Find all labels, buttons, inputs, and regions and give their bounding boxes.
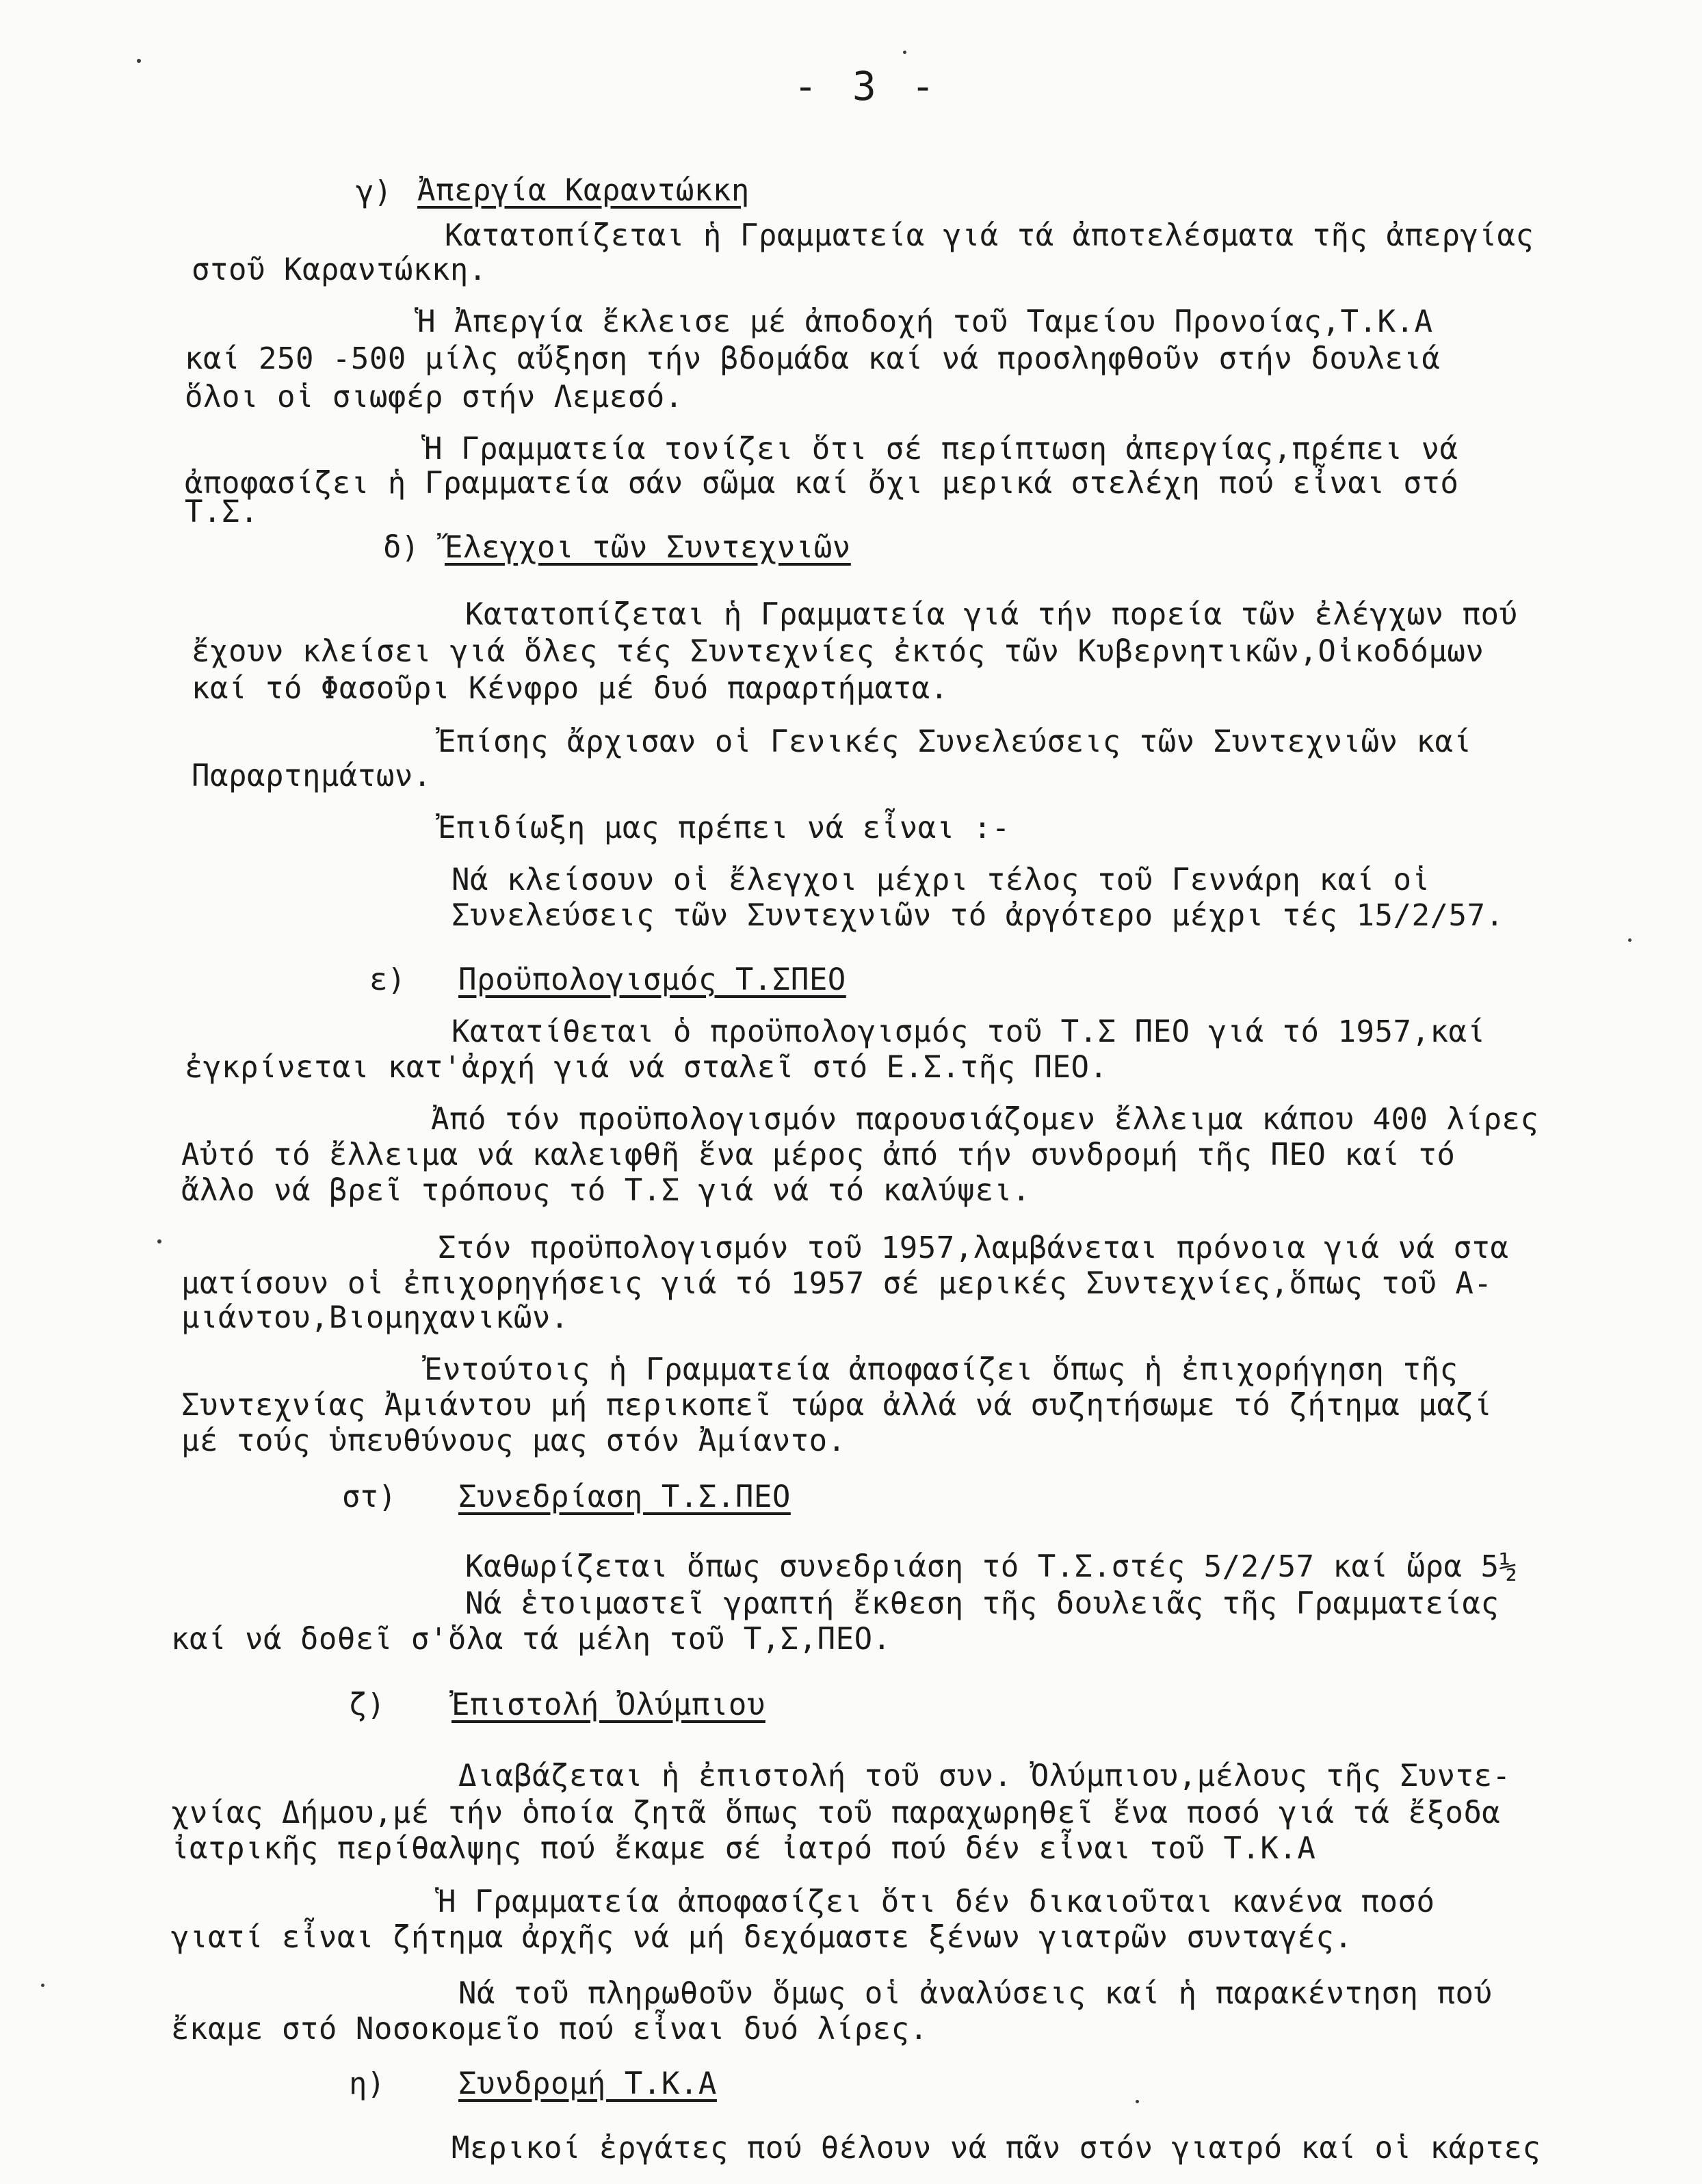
scan-speck — [137, 59, 141, 63]
scan-speck — [157, 1239, 161, 1244]
scan-speck — [903, 51, 906, 54]
text-line: καί νά δοθεῖ σ'ὅλα τά μέλη τοῦ Τ,Σ,ΠΕΟ. — [171, 1622, 891, 1657]
scan-speck — [1628, 938, 1632, 942]
text-line: Αὐτό τό ἔλλειμα νά καλειφθῆ ἕνα μέρος ἀπό τήν συνδρομή τῆς ΠΕΟ καί τό — [181, 1137, 1456, 1172]
text-line: ἀποφασίζει ἡ Γραμματεία σάν σῶμα καί ὄχι μερικά στελέχη πού εἶναι στό — [185, 466, 1459, 501]
text-line: ἰατρικῆς περίθαλψης πού ἔκαμε σέ ἰατρό πού δέν εἶναι τοῦ Τ.Κ.Α — [171, 1831, 1316, 1866]
text-line: Συνελεύσεις τῶν Συντεχνιῶν τό ἀργότερο μέχρι τές 15/2/57. — [451, 898, 1504, 933]
text-line: Παραρτημάτων. — [192, 759, 432, 793]
section-heading: Ἀπεργία Καραντώκκη — [417, 173, 750, 208]
section-heading: Συνδρομή Τ.Κ.Α — [458, 2066, 717, 2101]
text-line: Κατατοπίζεται ἡ Γραμματεία γιά τά ἀποτελέσματα τῆς ἀπεργίας — [445, 218, 1534, 253]
text-line: μέ τούς ὑπευθύνους μας στόν Ἀμίαντο. — [181, 1423, 846, 1458]
section-heading: Συνεδρίαση Τ.Σ.ΠΕΟ — [458, 1479, 791, 1514]
text-line: μιάντου,Βιομηχανικῶν. — [181, 1300, 569, 1335]
section-label: ε) — [369, 962, 406, 997]
section-label: γ) — [356, 174, 392, 209]
page-number: - 3 - — [794, 63, 941, 109]
text-line: Συντεχνίας Ἀμιάντου μή περικοπεῖ τώρα ἀλλά νά συζητήσωμε τό ζήτημα μαζί — [181, 1388, 1493, 1423]
text-line: ὅλοι οἱ σιωφέρ στήν Λεμεσό. — [185, 380, 683, 415]
text-line: Νά τοῦ πληρωθοῦν ὅμως οἱ ἀναλύσεις καί ἡ παρακέντηση πού — [458, 1976, 1493, 2011]
scan-speck — [41, 1984, 44, 1987]
text-line: ματίσουν οἱ ἐπιχορηγήσεις γιά τό 1957 σέ μερικές Συντεχνίες,ὅπως τοῦ Α- — [181, 1266, 1493, 1301]
text-line: Διαβάζεται ἡ ἐπιστολή τοῦ συν. Ὀλύμπιου,μέλους τῆς Συντε- — [458, 1759, 1511, 1793]
text-line: Νά κλείσουν οἱ ἔλεγχοι μέχρι τέλος τοῦ Γεννάρη καί οἱ — [451, 863, 1430, 897]
text-line: Ἐντούτοις ἡ Γραμματεία ἀποφασίζει ὅπως ἡ ἐπιχορήγηση τῆς — [424, 1352, 1458, 1387]
text-line: Νά ἑτοιμαστεῖ γραπτή ἔκθεση τῆς δουλειᾶς τῆς Γραμματείας — [465, 1586, 1500, 1621]
text-line: γιατί εἶναι ζήτημα ἀρχῆς νά μή δεχόμαστε ξένων γιατρῶν συνταγές. — [171, 1920, 1353, 1955]
text-line: ἔχουν κλείσει γιά ὅλες τές Συντεχνίες ἐκτός τῶν Κυβερνητικῶν,Οἰκοδόμων — [192, 634, 1484, 669]
text-line: Κατατίθεται ὁ προϋπολογισμός τοῦ Τ.Σ ΠΕΟ γιά τό 1957,καί — [451, 1014, 1486, 1049]
section-heading: Ἐπιστολή Ὀλύμπιου — [451, 1687, 765, 1722]
text-line: Καθωρίζεται ὅπως συνεδριάση τό Τ.Σ.στές 5/2/57 καί ὥρα 5½ — [465, 1549, 1518, 1584]
scan-speck — [1136, 2100, 1139, 2103]
text-line: Ἐπιδίωξη μας πρέπει νά εἶναι :- — [438, 811, 1010, 845]
section-label: ζ) — [349, 1687, 385, 1722]
text-line: Μερικοί ἐργάτες πού θέλουν νά πᾶν στόν γιατρό καί οἱ κάρτες — [451, 2131, 1541, 2166]
text-line: ἔκαμε στό Νοσοκομεῖο πού εἶναι δυό λίρες. — [171, 2012, 928, 2047]
section-label: στ) — [342, 1479, 397, 1514]
section-label: η) — [349, 2066, 385, 2101]
text-line: καί τό Φασοῦρι Κένφρο μέ δυό παραρτήματα. — [192, 671, 949, 706]
text-line: χνίας Δήμου,μέ τήν ὁποία ζητᾶ ὅπως τοῦ παραχωρηθεῖ ἕνα ποσό γιά τά ἔξοδα — [171, 1795, 1501, 1830]
text-line: ἄλλο νά βρεῖ τρόπους τό Τ.Σ γιά νά τό καλύψει. — [181, 1173, 1031, 1208]
text-line: καί 250 -500 μίλς αὔξηση τήν βδομάδα καί νά προσληφθοῦν στήν δουλειά — [185, 341, 1441, 376]
text-line: Ἐπίσης ἄρχισαν οἱ Γενικές Συνελεύσεις τῶν Συντεχνιῶν καί — [438, 724, 1472, 759]
text-line: Ἡ Γραμματεία τονίζει ὅτι σέ περίπτωση ἀπεργίας,πρέπει νά — [424, 432, 1458, 466]
text-line: Ἀπό τόν προϋπολογισμόν παρουσιάζομεν ἔλλειμα κάπου 400 λίρες — [431, 1102, 1539, 1137]
section-label: δ) — [383, 530, 419, 565]
text-line: Κατατοπίζεται ἡ Γραμματεία γιά τήν πορεία τῶν ἐλέγχων πού — [465, 597, 1518, 632]
text-line: στοῦ Καραντώκκη. — [192, 252, 487, 287]
text-line: Τ.Σ. — [185, 495, 259, 529]
text-line: ἐγκρίνεται κατ'ἀρχή γιά νά σταλεῖ στό Ε.Σ.τῆς ΠΕΟ. — [185, 1050, 1108, 1085]
section-heading: Προϋπολογισμός Τ.ΣΠΕΟ — [458, 962, 846, 997]
text-line: Ἡ Γραμματεία ἀποφασίζει ὅτι δέν δικαιοῦται κανένα ποσό — [438, 1884, 1435, 1919]
section-heading: Ἔλεγχοι τῶν Συντεχνιῶν — [445, 530, 851, 565]
text-line: Στόν προϋπολογισμόν τοῦ 1957,λαμβάνεται πρόνοια γιά νά στα — [438, 1231, 1509, 1265]
text-line: Ἡ Ἀπεργία ἔκλεισε μέ ἀποδοχή τοῦ Ταμείου Προνοίας,Τ.Κ.Α — [417, 304, 1433, 339]
